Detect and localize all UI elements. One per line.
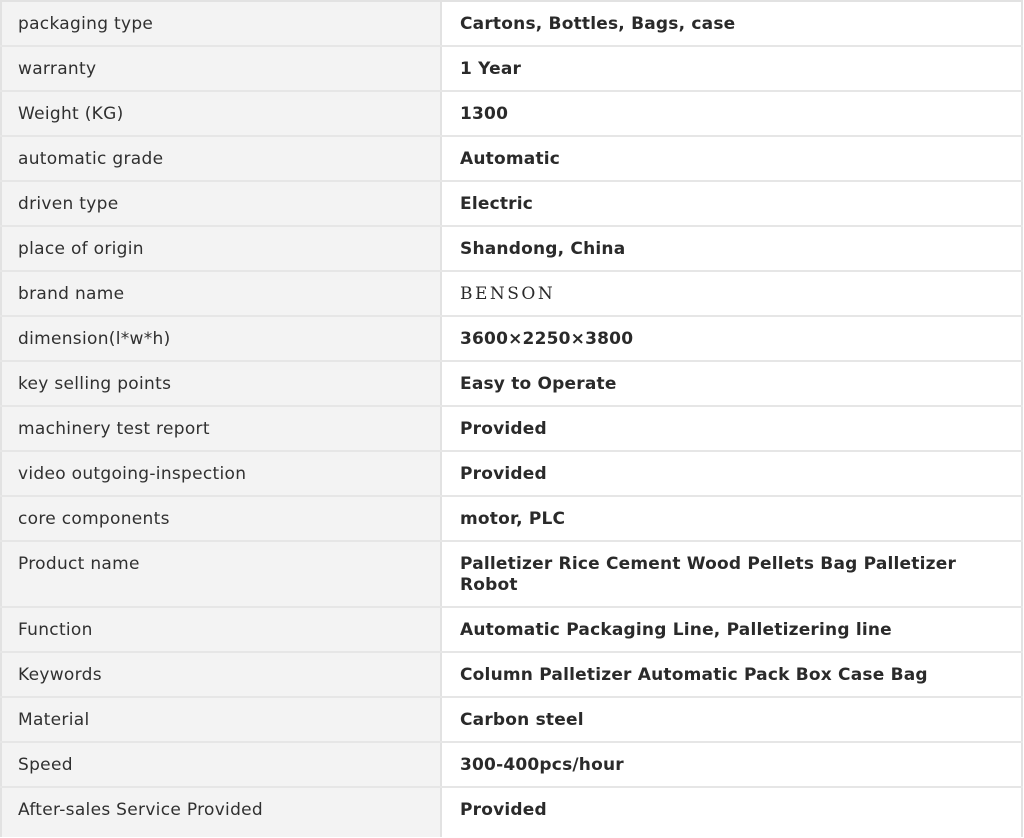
spec-key: Function <box>1 607 441 652</box>
spec-key: Speed <box>1 742 441 787</box>
spec-key: place of origin <box>1 226 441 271</box>
spec-value: Column Palletizer Automatic Pack Box Case Bag <box>441 652 1022 697</box>
spec-row-core-components <box>1 496 1022 541</box>
spec-row-packaging-type <box>1 1 1022 46</box>
spec-row-driven-type <box>1 181 1022 226</box>
spec-key: video outgoing-inspection <box>1 451 441 496</box>
spec-row-weight <box>1 91 1022 136</box>
spec-key: Weight (KG) <box>1 91 441 136</box>
spec-value: Provided <box>441 787 1022 837</box>
spec-key: key selling points <box>1 361 441 406</box>
spec-key: brand name <box>1 271 441 316</box>
spec-row-function <box>1 607 1022 652</box>
spec-key: driven type <box>1 181 441 226</box>
spec-row-place-of-origin <box>1 226 1022 271</box>
spec-row-keywords <box>1 652 1022 697</box>
brand-name-value: BENSON <box>441 271 1022 316</box>
spec-key: packaging type <box>1 1 441 46</box>
spec-value: Automatic Packaging Line, Palletizering line <box>441 607 1022 652</box>
spec-value: Carbon steel <box>441 697 1022 742</box>
spec-value: Shandong, China <box>441 226 1022 271</box>
spec-value: 1300 <box>441 91 1022 136</box>
spec-row-speed <box>1 742 1022 787</box>
spec-value: Provided <box>441 406 1022 451</box>
spec-value: Automatic <box>441 136 1022 181</box>
spec-row-dimension <box>1 316 1022 361</box>
spec-value: Palletizer Rice Cement Wood Pellets Bag Palletizer Robot <box>441 541 1022 607</box>
spec-key: machinery test report <box>1 406 441 451</box>
spec-value: Electric <box>441 181 1022 226</box>
spec-key: automatic grade <box>1 136 441 181</box>
spec-key: After-sales Service Provided <box>1 787 441 837</box>
spec-row-warranty <box>1 46 1022 91</box>
spec-value: 3600×2250×3800 <box>441 316 1022 361</box>
spec-key: Product name <box>1 541 441 607</box>
spec-value: Easy to Operate <box>441 361 1022 406</box>
spec-row-video-outgoing-inspection <box>1 451 1022 496</box>
spec-value: Provided <box>441 451 1022 496</box>
spec-row-key-selling-points <box>1 361 1022 406</box>
spec-key: Keywords <box>1 652 441 697</box>
spec-row-product-name <box>1 541 1022 607</box>
spec-row-automatic-grade <box>1 136 1022 181</box>
spec-row-material <box>1 697 1022 742</box>
spec-key: Material <box>1 697 441 742</box>
spec-value: Cartons, Bottles, Bags, case <box>441 1 1022 46</box>
spec-key: dimension(l*w*h) <box>1 316 441 361</box>
spec-value: 1 Year <box>441 46 1022 91</box>
spec-row-brand-name <box>1 271 1022 316</box>
spec-key: warranty <box>1 46 441 91</box>
spec-row-machinery-test-report <box>1 406 1022 451</box>
spec-row-after-sales-service <box>1 787 1022 837</box>
spec-key: core components <box>1 496 441 541</box>
spec-value: motor, PLC <box>441 496 1022 541</box>
spec-value: 300-400pcs/hour <box>441 742 1022 787</box>
